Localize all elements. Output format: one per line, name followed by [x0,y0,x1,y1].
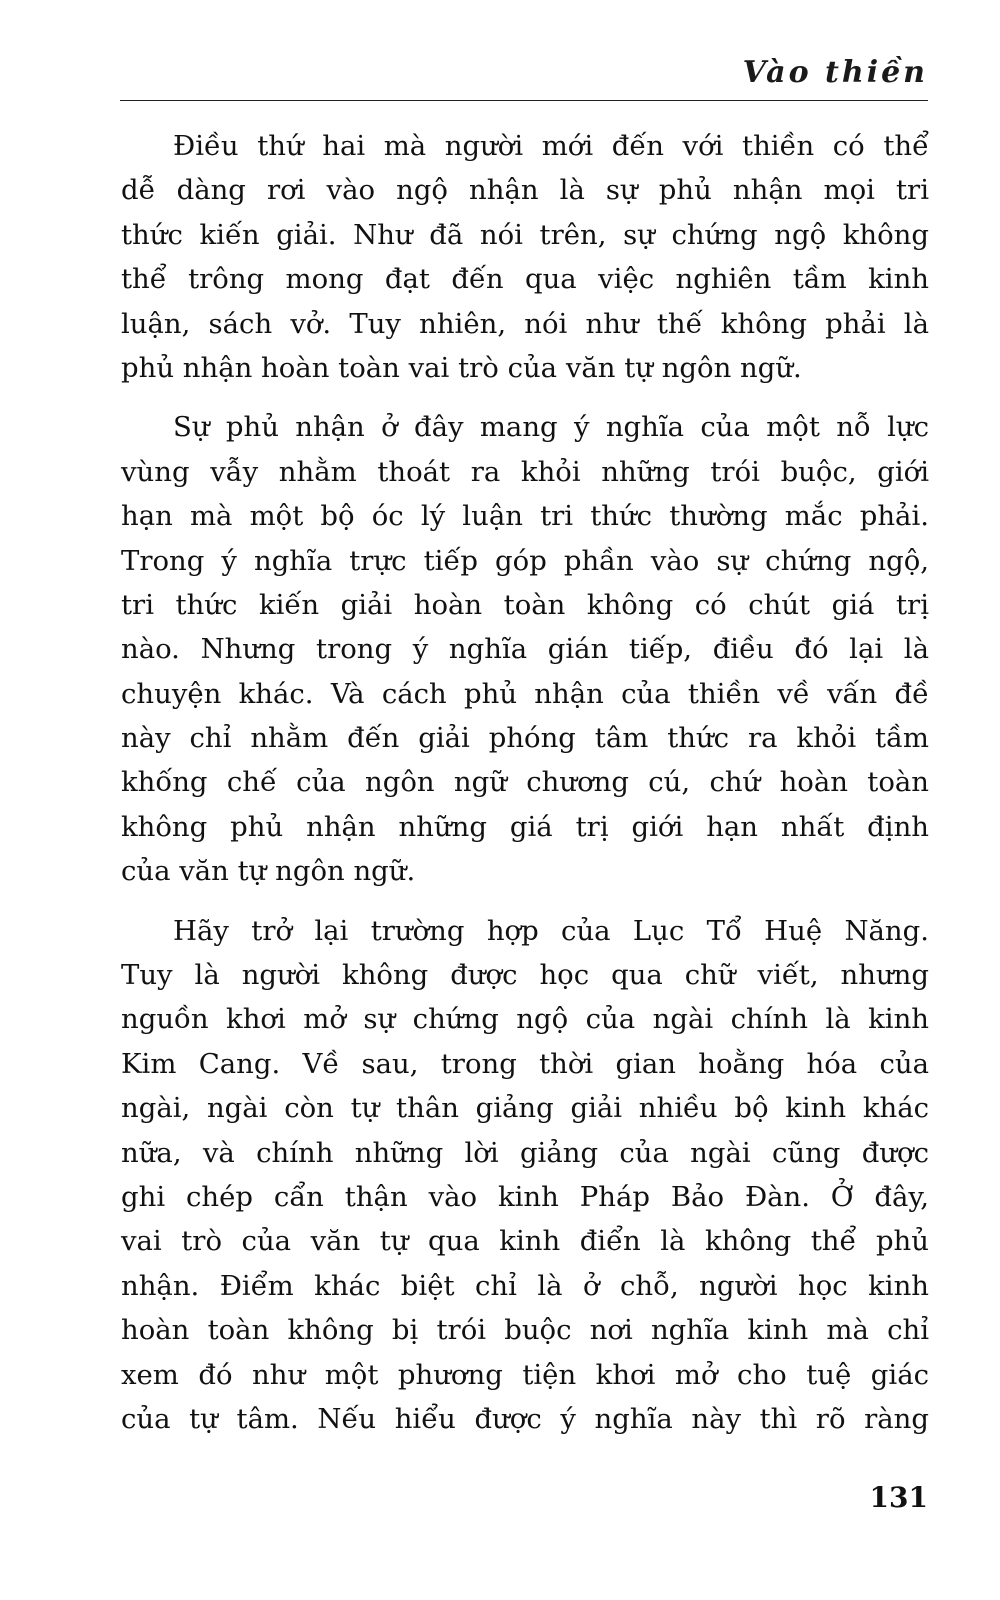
paragraph [121,909,929,1442]
text-line: tri thức kiến giải hoàn toàn không có chút giá trị [121,588,929,621]
text-line: này chỉ nhằm đến giải phóng tâm thức ra khỏi tầm [121,722,929,755]
text-line: Kim Cang. Về sau, trong thời gian hoằng hóa của [121,1047,929,1080]
paragraph [121,405,929,893]
text-line: nguồn khơi mở sự chứng ngộ của ngài chính là kinh [121,1003,929,1036]
text-line: Tuy là người không được học qua chữ viết, nhưng [121,959,929,992]
text-line: Điều thứ hai mà người mới đến với thiền có thể [173,130,929,162]
text-line: hoàn toàn không bị trói buộc nơi nghĩa kinh mà chỉ [121,1314,929,1347]
text-line: Sự phủ nhận ở đây mang ý nghĩa của một nỗ lực [173,411,929,444]
running-header [120,52,928,101]
text-line: dễ dàng rơi vào ngộ nhận là sự phủ nhận mọi tri [121,174,929,207]
text-line: thể trông mong đạt đến qua việc nghiên tầm kinh [121,263,929,296]
text-line: ghi chép cẩn thận vào kinh Pháp Bảo Đàn. Ở đây, [121,1180,929,1213]
text-line: nhận. Điểm khác biệt chỉ là ở chỗ, người học kinh [121,1269,929,1302]
running-title: Vào thiền [742,55,928,90]
text-line: xem đó như một phương tiện khơi mở cho tuệ giác [121,1358,929,1391]
text-line: ngài, ngài còn tự thân giảng giải nhiều bộ kinh khác [121,1092,929,1125]
text-line: vùng vẫy nhằm thoát ra khỏi những trói buộc, giới [121,455,929,488]
text-line: phủ nhận hoàn toàn vai trò của văn tự ngôn ngữ. [121,351,802,384]
text-line: hạn mà một bộ óc lý luận tri thức thường mắc phải. [121,500,929,533]
text-line: Trong ý nghĩa trực tiếp góp phần vào sự chứng ngộ, [121,544,929,577]
text-line: Hãy trở lại trường hợp của Lục Tổ Huệ Năng. [173,914,929,947]
text-line: khống chế của ngôn ngữ chương cú, chứ hoàn toàn [121,766,929,799]
text-line: vai trò của văn tự qua kinh điển là không thể phủ [121,1225,929,1258]
text-line: chuyện khác. Và cách phủ nhận của thiền về vấn đề [121,677,929,710]
text-line: của tự tâm. Nếu hiểu được ý nghĩa này thì rõ ràng [121,1402,929,1435]
body-text [121,124,929,1456]
text-line: của văn tự ngôn ngữ. [121,855,416,888]
text-line: nào. Nhưng trong ý nghĩa gián tiếp, điều đó lại là [121,633,929,666]
paragraph [121,124,929,390]
text-line: thức kiến giải. Như đã nói trên, sự chứng ngộ không [121,218,929,251]
text-line: không phủ nhận những giá trị giới hạn nhất định [121,810,929,843]
page-number: 131 [869,1481,928,1514]
text-line: luận, sách vở. Tuy nhiên, nói như thế không phải là [121,307,929,340]
text-line: nữa, và chính những lời giảng của ngài cũng được [121,1136,929,1169]
